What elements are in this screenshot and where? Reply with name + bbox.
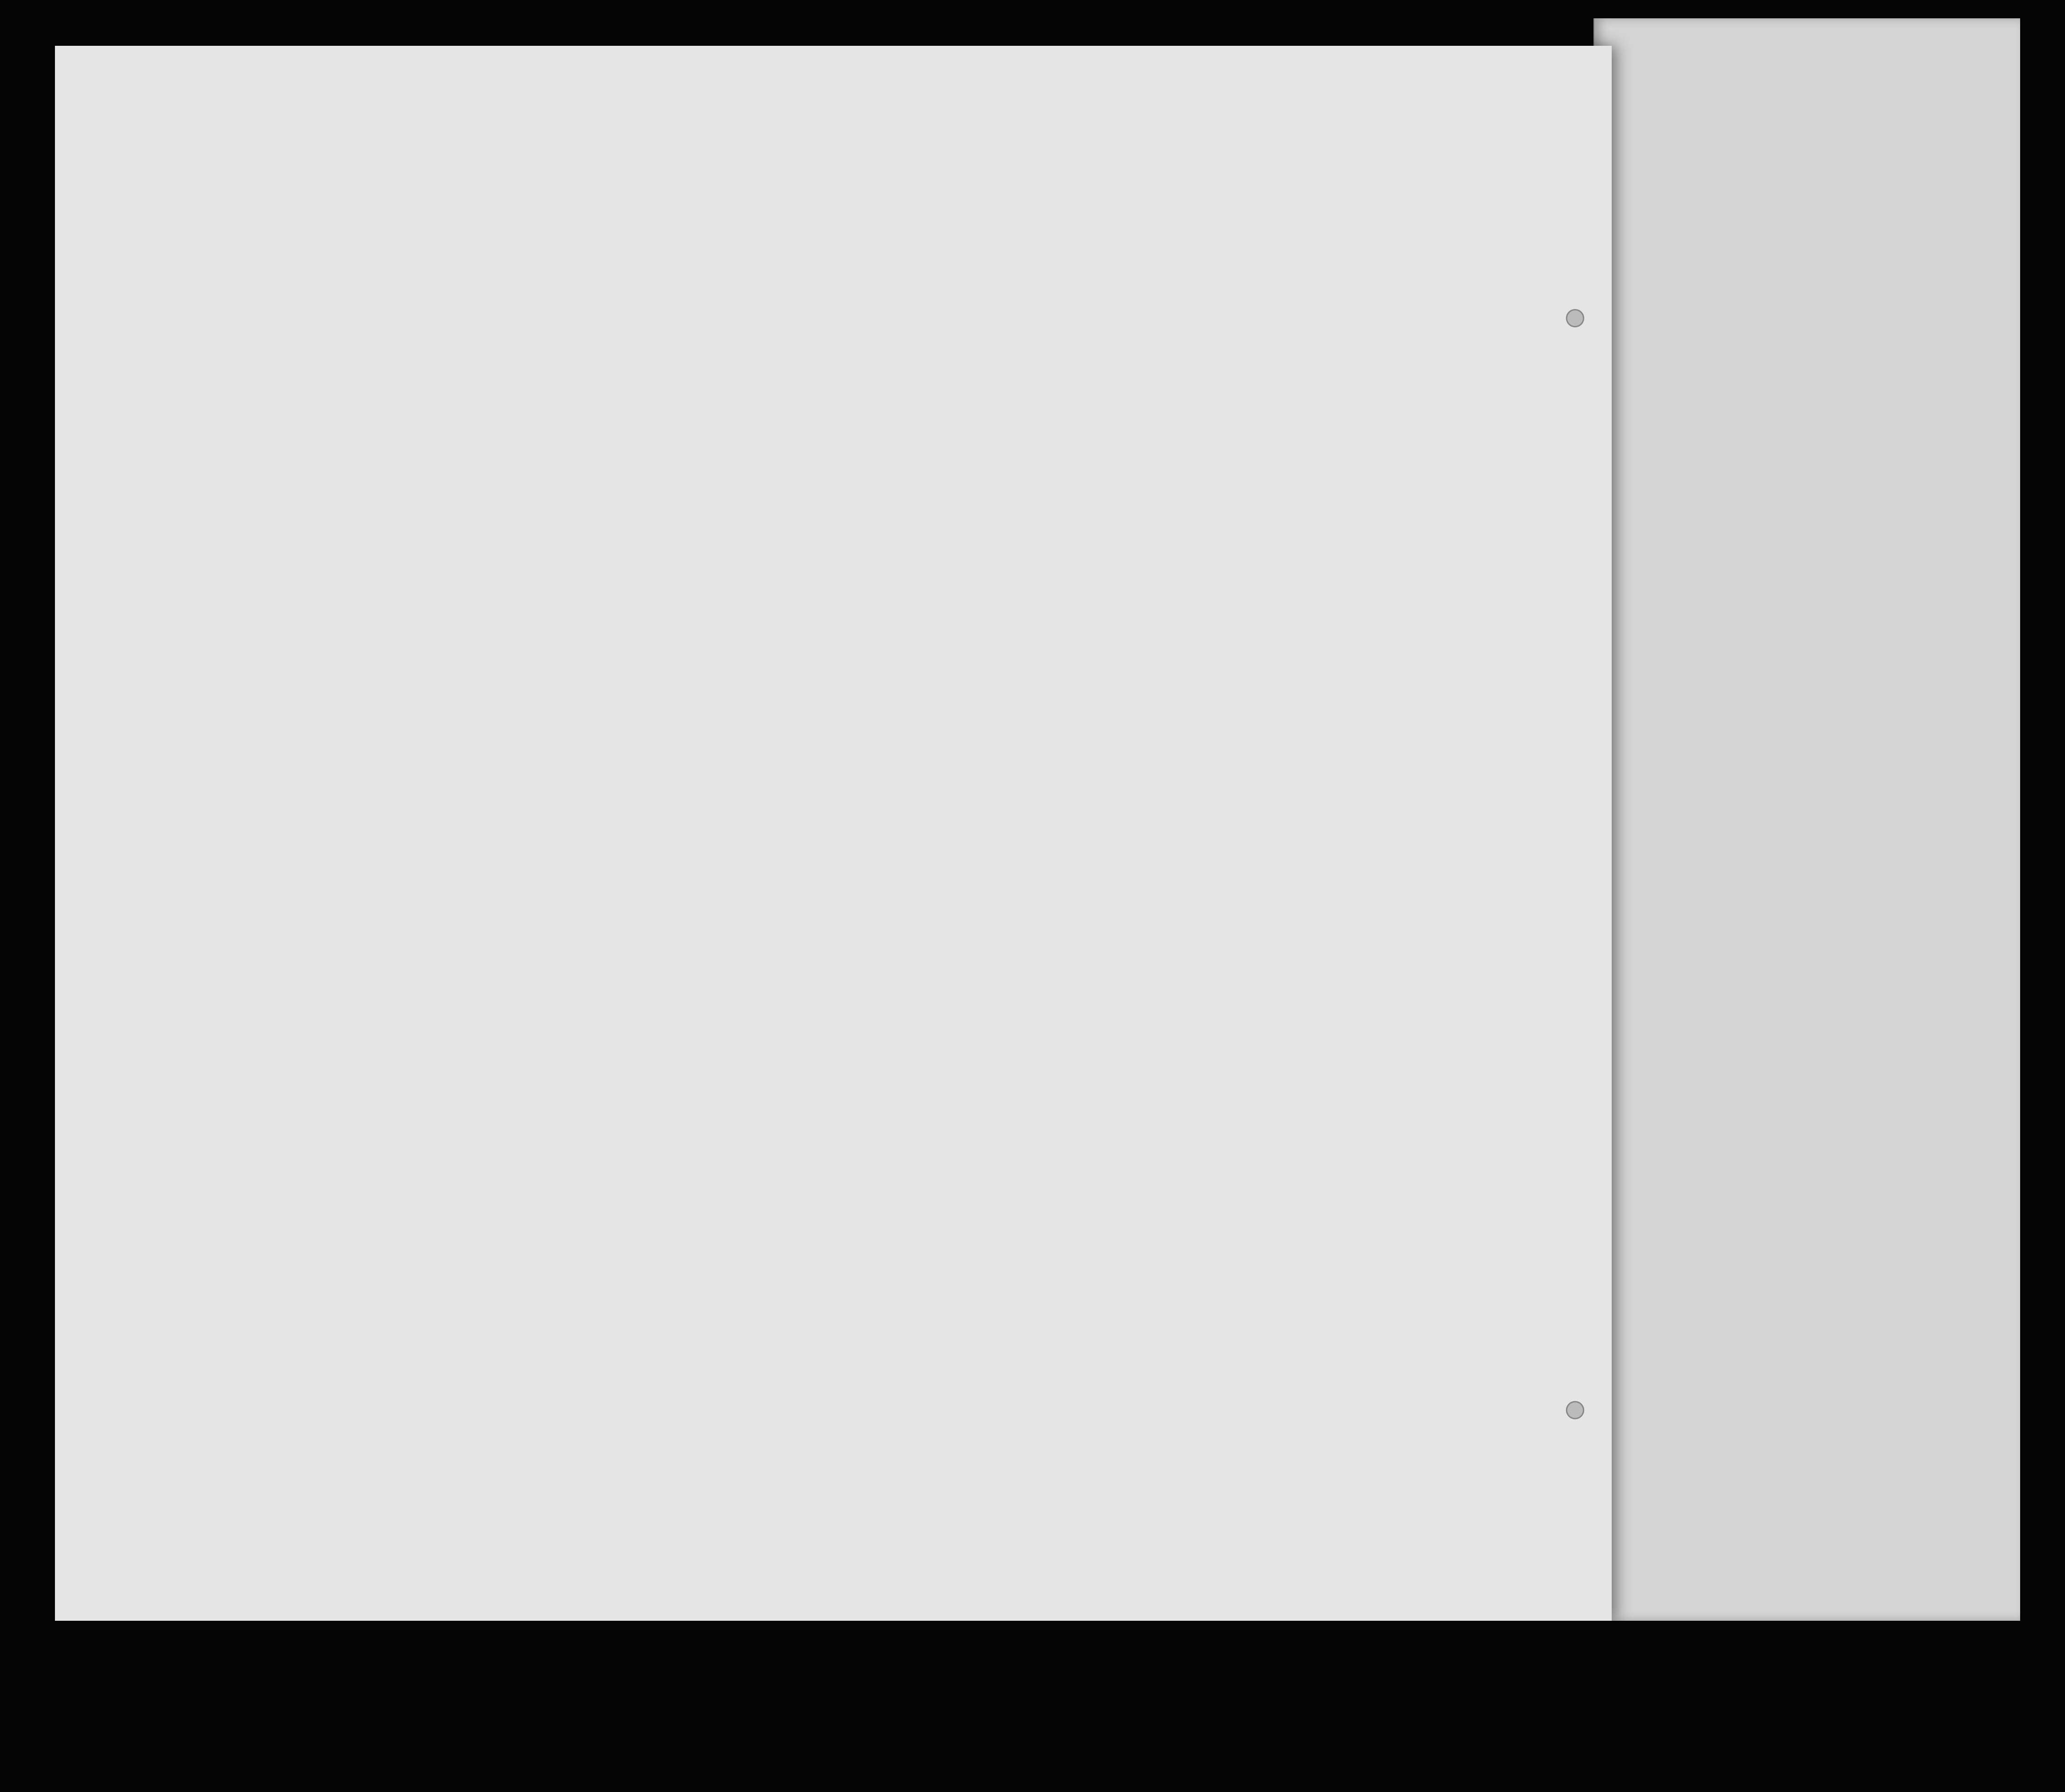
punch-hole [1566,309,1584,327]
ship-line [309,211,1591,242]
table-grid [55,46,1612,1621]
manifest-sheet [55,46,1612,1621]
list-number [142,96,151,154]
back-sheet [1593,18,2020,1621]
punch-hole [1566,1401,1584,1419]
header-married [642,334,663,398]
